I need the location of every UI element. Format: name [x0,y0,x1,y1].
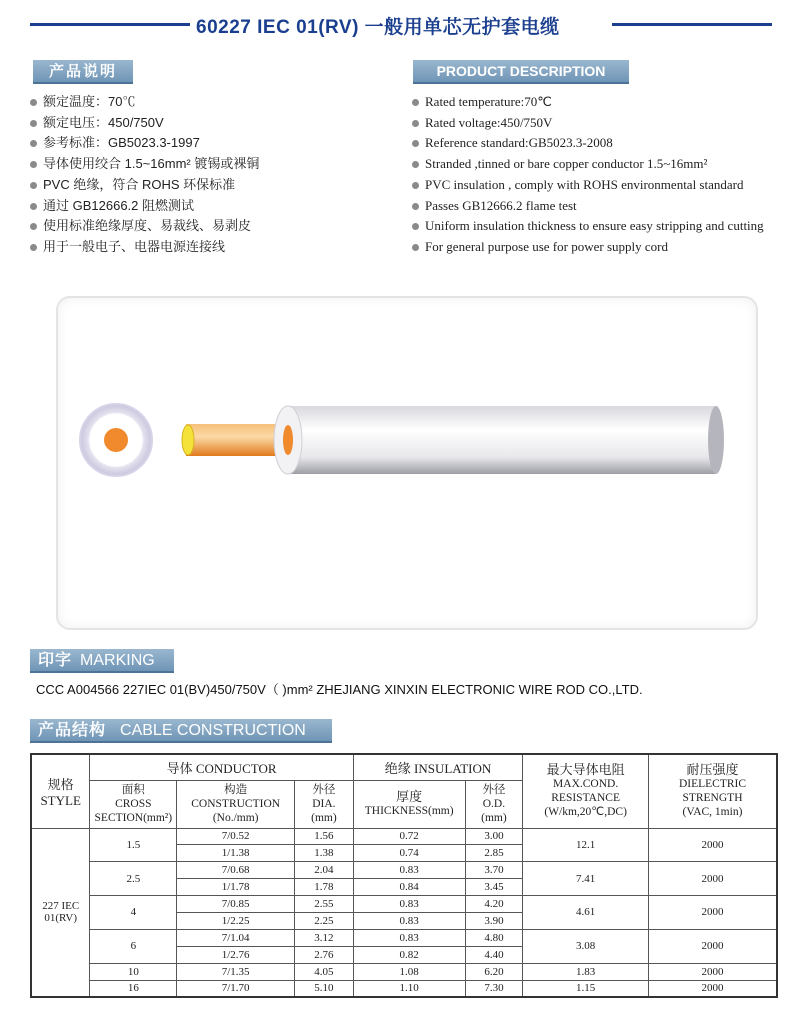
od-header-cn: 外径 [482,784,506,796]
thickness-cell: 1.10 [353,980,465,997]
thickness-cell: 0.83 [353,896,465,913]
thickness-cell: 0.74 [353,845,465,862]
dia-header-unit: (mm) [311,812,337,824]
dielectric-header-unit: (VAC, 1min) [682,806,743,819]
table-row [31,963,777,980]
thick-header-cn: 厚度 [396,789,423,804]
en-feature-item: PVC insulation , comply with ROHS environmental standard [412,175,764,196]
construction-cell: 7/0.68 [177,862,295,879]
area-cell: 10 [90,963,177,980]
construction-heading-cn: 产品结构 [38,722,107,739]
area-cell: 4 [90,896,177,930]
dielectric-header-en2: STRENGTH [682,792,743,805]
cn-feature-item: 用于一般电子、电器电源连接线 [30,237,259,258]
cn-feature-item: 参考标准：GB5023.3-1997 [30,133,259,154]
resistance-cell: 7.41 [523,862,649,896]
od-cell: 2.85 [465,845,523,862]
dia-header-en: DIA. [312,798,336,810]
construction-heading [30,719,332,743]
marking-text: CCC A004566 227IEC 01(BV)450/750V（ )mm² ZHEJIANG XINXIN ELECTRONIC WIRE ROD CO.,LTD. [36,682,643,697]
thickness-cell: 0.83 [353,862,465,879]
od-cell: 3.00 [465,828,523,845]
od-cell: 3.70 [465,862,523,879]
dia-cell: 2.76 [295,946,354,963]
resistance-header-unit: (W/km,20℃,DC) [544,806,627,819]
construction-cell: 7/1.35 [177,963,295,980]
od-cell: 7.30 [465,980,523,997]
od-cell: 3.45 [465,879,523,896]
construction-cell: 7/1.70 [177,980,295,997]
resistance-cell: 1.83 [523,963,649,980]
construction-cell: 7/0.52 [177,828,295,845]
dia-cell: 4.05 [295,963,354,980]
style-cell [31,828,90,997]
area-header-en2: SECTION(mm²) [94,812,173,824]
page-title: 60227 IEC 01(RV) 一般用单芯无护套电缆 [196,17,560,38]
cn-feature-item: 导体使用绞合 1.5~16mm² 镀锡或裸铜 [30,154,259,175]
cn-feature-item: 通过 GB12666.2 阻燃测试 [30,196,259,217]
dielectric-header [648,754,777,828]
conductor-header: 导体 CONDUCTOR [90,754,353,780]
resistance-header-en1: MAX.COND. [553,778,619,791]
area-header-en1: CROSS [115,798,152,810]
style-header-en: STYLE [40,792,81,808]
od-cell: 4.40 [465,946,523,963]
area-cell: 1.5 [90,828,177,862]
construction-col-header [177,780,295,828]
od-cell: 4.80 [465,929,523,946]
od-cell: 4.20 [465,896,523,913]
title-divider-right [612,23,772,26]
resistance-header-en2: RESISTANCE [551,792,620,805]
dielectric-header-en1: DIELECTRIC [678,778,747,791]
style-label-line2: 01(RV) [44,912,78,925]
title-row [0,10,800,38]
cn-feature-item: 使用标准绝缘厚度、易裁线、易剥皮 [30,216,259,237]
thickness-cell: 0.82 [353,946,465,963]
marking-heading [30,649,174,673]
cn-feature-item: PVC 绝缘，符合 ROHS 环保标准 [30,175,259,196]
dielectric-cell: 2000 [648,963,777,980]
constr-header-unit: (No./mm) [212,812,259,824]
en-feature-item: Reference standard:GB5023.3-2008 [412,133,764,154]
dia-cell: 1.38 [295,845,354,862]
construction-heading-en: CABLE CONSTRUCTION [120,722,306,739]
thickness-header [353,780,465,828]
dia-cell: 2.55 [295,896,354,913]
construction-cell: 1/2.25 [177,912,295,929]
od-cell: 3.90 [465,912,523,929]
dielectric-cell: 2000 [648,929,777,963]
thickness-cell: 0.83 [353,929,465,946]
cable-side-view [182,406,724,474]
cable-illustration [58,298,756,628]
en-feature-list [412,92,764,258]
thickness-cell: 0.83 [353,912,465,929]
area-header-cn: 面积 [121,784,145,796]
resistance-cell: 1.15 [523,980,649,997]
dia-cell: 1.56 [295,828,354,845]
en-feature-item: For general purpose use for power supply cord [412,237,764,258]
thick-header-en: THICKNESS(mm) [364,805,454,817]
thickness-cell: 0.72 [353,828,465,845]
en-feature-item: Rated temperature:70℃ [412,92,764,113]
area-cell: 16 [90,980,177,997]
resistance-cell: 4.61 [523,896,649,930]
cn-feature-item: 额定温度：70℃ [30,92,259,113]
resistance-cell: 12.1 [523,828,649,862]
cable-construction-table [30,753,778,998]
constr-header-cn: 构造 [224,784,248,796]
table-row [31,862,777,879]
title-divider-left [30,23,190,26]
dielectric-cell: 2000 [648,896,777,930]
construction-cell: 7/1.04 [177,929,295,946]
style-header-cn: 规格 [47,776,74,792]
dia-header [295,780,354,828]
resistance-cell: 3.08 [523,929,649,963]
area-cell: 2.5 [90,862,177,896]
dielectric-cell: 2000 [648,980,777,997]
construction-cell: 1/1.78 [177,879,295,896]
insulation-header: 绝缘 INSULATION [353,754,523,780]
dia-cell: 2.04 [295,862,354,879]
resistance-header [523,754,649,828]
dielectric-cell: 2000 [648,862,777,896]
area-cell: 6 [90,929,177,963]
cable-illustration-panel [56,296,758,630]
cable-cross-section [80,404,152,476]
table-row [31,828,777,845]
en-feature-item: Stranded ,tinned or bare copper conductor 1.5~16mm² [412,154,764,175]
constr-header-en: CONSTRUCTION [191,798,281,810]
construction-cell: 1/1.38 [177,845,295,862]
marking-heading-en: MARKING [80,652,155,669]
table-body [31,828,777,997]
en-feature-item: Uniform insulation thickness to ensure easy stripping and cutting [412,216,764,237]
dia-header-cn: 外径 [312,784,336,796]
od-header [465,780,523,828]
en-feature-item: Passes GB12666.2 flame test [412,196,764,217]
style-label-line1: 227 IEC [42,900,80,913]
resistance-header-cn: 最大导体电阻 [546,762,625,778]
dia-cell: 2.25 [295,912,354,929]
construction-cell: 7/0.85 [177,896,295,913]
dielectric-header-cn: 耐压强度 [686,762,739,778]
od-header-en: O.D. [482,798,506,810]
thickness-cell: 1.08 [353,963,465,980]
construction-cell: 1/2.76 [177,946,295,963]
table-row [31,896,777,913]
dia-cell: 1.78 [295,879,354,896]
en-description-heading: PRODUCT DESCRIPTION [413,60,629,84]
thickness-cell: 0.84 [353,879,465,896]
dielectric-cell: 2000 [648,828,777,862]
table-row [31,929,777,946]
od-header-unit: (mm) [481,812,507,824]
area-header [90,780,177,828]
od-cell: 6.20 [465,963,523,980]
en-feature-item: Rated voltage:450/750V [412,113,764,134]
table-row [31,980,777,997]
dia-cell: 5.10 [295,980,354,997]
cn-description-heading: 产品说明 [33,60,133,84]
style-header [31,754,90,828]
cn-feature-list [30,92,259,258]
dia-cell: 3.12 [295,929,354,946]
cn-feature-item: 额定电压：450/750V [30,113,259,134]
marking-heading-cn: 印字 [38,652,73,669]
